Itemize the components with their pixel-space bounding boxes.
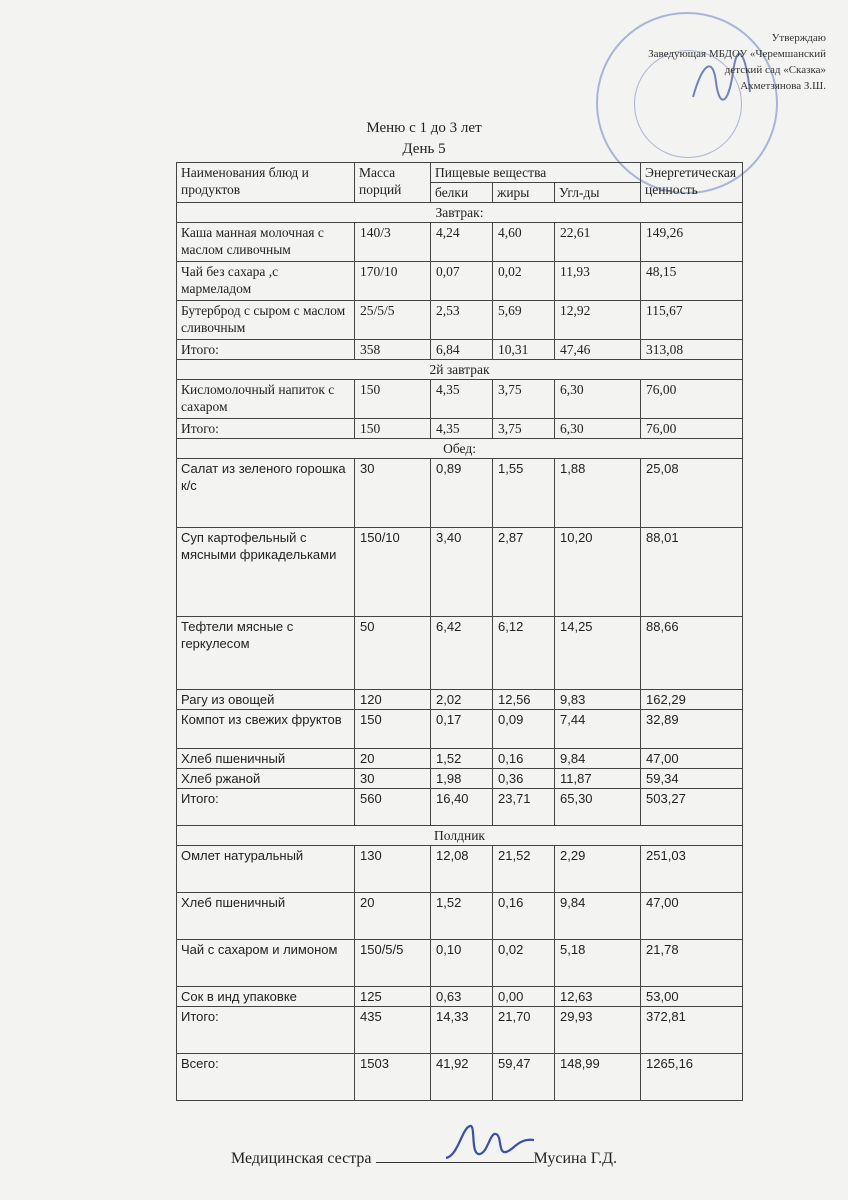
cell-name: Омлет натуральный — [177, 846, 355, 893]
cell-carbs: 6,30 — [555, 419, 641, 439]
section-title: Завтрак: — [177, 203, 743, 223]
cell-fat: 0,36 — [493, 769, 555, 789]
cell-name: Каша манная молочная с маслом сливочным — [177, 223, 355, 262]
cell-carbs: 29,93 — [555, 1007, 641, 1054]
footer-signature — [0, 1146, 848, 1168]
section-header — [177, 439, 743, 459]
cell-fat: 0,02 — [493, 940, 555, 987]
cell-protein: 0,63 — [431, 987, 493, 1007]
cell-protein: 41,92 — [431, 1054, 493, 1101]
cell-protein: 0,10 — [431, 940, 493, 987]
header-protein: белки — [431, 183, 493, 203]
cell-name: Компот из свежих фруктов — [177, 710, 355, 749]
cell-mass: 150 — [355, 419, 431, 439]
header-mass: Масса порций — [355, 163, 431, 203]
cell-fat: 21,52 — [493, 846, 555, 893]
cell-fat: 2,87 — [493, 528, 555, 617]
cell-fat: 1,55 — [493, 459, 555, 528]
cell-protein: 4,35 — [431, 419, 493, 439]
cell-mass: 150/10 — [355, 528, 431, 617]
cell-fat: 3,75 — [493, 380, 555, 419]
cell-mass: 435 — [355, 1007, 431, 1054]
approval-line-1: Утверждаю — [771, 32, 826, 44]
cell-energy: 503,27 — [641, 789, 743, 826]
cell-energy: 313,08 — [641, 340, 743, 360]
approval-line-4: Ахметзянова З.Ш. — [740, 80, 826, 92]
cell-energy: 47,00 — [641, 893, 743, 940]
cell-protein: 4,24 — [431, 223, 493, 262]
cell-carbs: 11,87 — [555, 769, 641, 789]
cell-carbs: 2,29 — [555, 846, 641, 893]
table-row — [177, 223, 743, 262]
cell-energy: 76,00 — [641, 419, 743, 439]
cell-protein: 6,84 — [431, 340, 493, 360]
cell-name: Бутерброд с сыром с маслом сливочным — [177, 301, 355, 340]
cell-name: Чай без сахара ,с мармеладом — [177, 262, 355, 301]
cell-mass: 20 — [355, 893, 431, 940]
cell-protein: 4,35 — [431, 380, 493, 419]
table-row — [177, 690, 743, 710]
cell-mass: 150 — [355, 710, 431, 749]
cell-fat: 5,69 — [493, 301, 555, 340]
cell-carbs: 10,20 — [555, 528, 641, 617]
cell-carbs: 1,88 — [555, 459, 641, 528]
cell-name: Тефтели мясные с геркулесом — [177, 617, 355, 690]
cell-fat: 10,31 — [493, 340, 555, 360]
cell-energy: 21,78 — [641, 940, 743, 987]
cell-protein: 1,52 — [431, 749, 493, 769]
cell-fat: 0,16 — [493, 749, 555, 769]
table-row — [177, 940, 743, 987]
cell-name: Сок в инд упаковке — [177, 987, 355, 1007]
cell-carbs: 12,92 — [555, 301, 641, 340]
footer-name: Мусина Г.Д. — [533, 1150, 618, 1167]
table-row — [177, 380, 743, 419]
cell-mass: 358 — [355, 340, 431, 360]
approval-line-2: Заведующая МБДОУ «Черемшанский — [648, 48, 826, 60]
cell-mass: 120 — [355, 690, 431, 710]
cell-name: Всего: — [177, 1054, 355, 1101]
header-row — [177, 163, 743, 183]
cell-fat: 21,70 — [493, 1007, 555, 1054]
cell-energy: 53,00 — [641, 987, 743, 1007]
section-header — [177, 826, 743, 846]
cell-name: Салат из зеленого горошка к/с — [177, 459, 355, 528]
cell-carbs: 9,84 — [555, 893, 641, 940]
total-row — [177, 419, 743, 439]
cell-energy: 76,00 — [641, 380, 743, 419]
cell-energy: 88,66 — [641, 617, 743, 690]
cell-carbs: 14,25 — [555, 617, 641, 690]
cell-energy: 251,03 — [641, 846, 743, 893]
table-row — [177, 262, 743, 301]
section-header — [177, 203, 743, 223]
cell-protein: 12,08 — [431, 846, 493, 893]
cell-name: Рагу из овощей — [177, 690, 355, 710]
cell-energy: 88,01 — [641, 528, 743, 617]
cell-mass: 125 — [355, 987, 431, 1007]
table-row — [177, 528, 743, 617]
table-row — [177, 710, 743, 749]
cell-protein: 16,40 — [431, 789, 493, 826]
cell-name: Хлеб пшеничный — [177, 893, 355, 940]
header-fat: жиры — [493, 183, 555, 203]
cell-energy: 149,26 — [641, 223, 743, 262]
table-row — [177, 617, 743, 690]
cell-fat: 23,71 — [493, 789, 555, 826]
cell-energy: 372,81 — [641, 1007, 743, 1054]
cell-energy: 1265,16 — [641, 1054, 743, 1101]
cell-mass: 50 — [355, 617, 431, 690]
cell-mass: 170/10 — [355, 262, 431, 301]
cell-protein: 0,89 — [431, 459, 493, 528]
cell-fat: 0,02 — [493, 262, 555, 301]
cell-fat: 0,00 — [493, 987, 555, 1007]
cell-name: Итого: — [177, 419, 355, 439]
table-row — [177, 301, 743, 340]
page-title: Меню с 1 до 3 лет — [366, 120, 482, 136]
cell-protein: 1,98 — [431, 769, 493, 789]
cell-mass: 20 — [355, 749, 431, 769]
table-row — [177, 749, 743, 769]
cell-mass: 130 — [355, 846, 431, 893]
section-title: Полдник — [177, 826, 743, 846]
cell-mass: 25/5/5 — [355, 301, 431, 340]
grand-total-row — [177, 1054, 743, 1101]
cell-name: Итого: — [177, 1007, 355, 1054]
cell-mass: 30 — [355, 459, 431, 528]
cell-energy: 48,15 — [641, 262, 743, 301]
cell-protein: 2,02 — [431, 690, 493, 710]
menu-table — [176, 162, 743, 1101]
cell-carbs: 9,83 — [555, 690, 641, 710]
signature-line — [376, 1146, 534, 1163]
section-title: Обед: — [177, 439, 743, 459]
table-row — [177, 987, 743, 1007]
table-row — [177, 846, 743, 893]
cell-fat: 12,56 — [493, 690, 555, 710]
cell-protein: 0,17 — [431, 710, 493, 749]
cell-energy: 59,34 — [641, 769, 743, 789]
cell-name: Хлеб пшеничный — [177, 749, 355, 769]
cell-name: Суп картофельный с мясными фрикадельками — [177, 528, 355, 617]
cell-fat: 59,47 — [493, 1054, 555, 1101]
cell-protein: 6,42 — [431, 617, 493, 690]
table-row — [177, 893, 743, 940]
total-row — [177, 1007, 743, 1054]
cell-carbs: 6,30 — [555, 380, 641, 419]
header-name: Наименования блюд и продуктов — [177, 163, 355, 203]
cell-carbs: 9,84 — [555, 749, 641, 769]
header-nutrients: Пищевые вещества — [431, 163, 641, 183]
cell-mass: 150/5/5 — [355, 940, 431, 987]
cell-carbs: 22,61 — [555, 223, 641, 262]
cell-name: Кисломолочный напиток с сахаром — [177, 380, 355, 419]
cell-energy: 25,08 — [641, 459, 743, 528]
cell-protein: 0,07 — [431, 262, 493, 301]
cell-name: Хлеб ржаной — [177, 769, 355, 789]
cell-mass: 1503 — [355, 1054, 431, 1101]
header-energy: Энергетическая ценность — [641, 163, 743, 203]
cell-protein: 1,52 — [431, 893, 493, 940]
cell-protein: 2,53 — [431, 301, 493, 340]
cell-carbs: 11,93 — [555, 262, 641, 301]
cell-fat: 4,60 — [493, 223, 555, 262]
cell-energy: 32,89 — [641, 710, 743, 749]
cell-carbs: 5,18 — [555, 940, 641, 987]
cell-fat: 6,12 — [493, 617, 555, 690]
cell-mass: 30 — [355, 769, 431, 789]
cell-protein: 14,33 — [431, 1007, 493, 1054]
cell-energy: 47,00 — [641, 749, 743, 769]
cell-mass: 140/3 — [355, 223, 431, 262]
cell-carbs: 47,46 — [555, 340, 641, 360]
total-row — [177, 789, 743, 826]
total-row — [177, 340, 743, 360]
cell-fat: 0,16 — [493, 893, 555, 940]
table-row — [177, 459, 743, 528]
footer-role: Медицинская сестра — [230, 1150, 372, 1167]
approval-line-3: детский сад «Сказка» — [724, 64, 826, 76]
cell-name: Итого: — [177, 340, 355, 360]
cell-name: Итого: — [177, 789, 355, 826]
approval-block — [636, 30, 826, 94]
cell-mass: 560 — [355, 789, 431, 826]
cell-carbs: 12,63 — [555, 987, 641, 1007]
cell-mass: 150 — [355, 380, 431, 419]
cell-name: Чай с сахаром и лимоном — [177, 940, 355, 987]
cell-fat: 0,09 — [493, 710, 555, 749]
table-row — [177, 769, 743, 789]
cell-energy: 162,29 — [641, 690, 743, 710]
cell-fat: 3,75 — [493, 419, 555, 439]
cell-carbs: 7,44 — [555, 710, 641, 749]
header-carbs: Угл-ды — [555, 183, 641, 203]
cell-protein: 3,40 — [431, 528, 493, 617]
cell-carbs: 65,30 — [555, 789, 641, 826]
section-header — [177, 360, 743, 380]
cell-energy: 115,67 — [641, 301, 743, 340]
section-title: 2й завтрак — [177, 360, 743, 380]
page-subtitle: День 5 — [402, 141, 446, 157]
cell-carbs: 148,99 — [555, 1054, 641, 1101]
